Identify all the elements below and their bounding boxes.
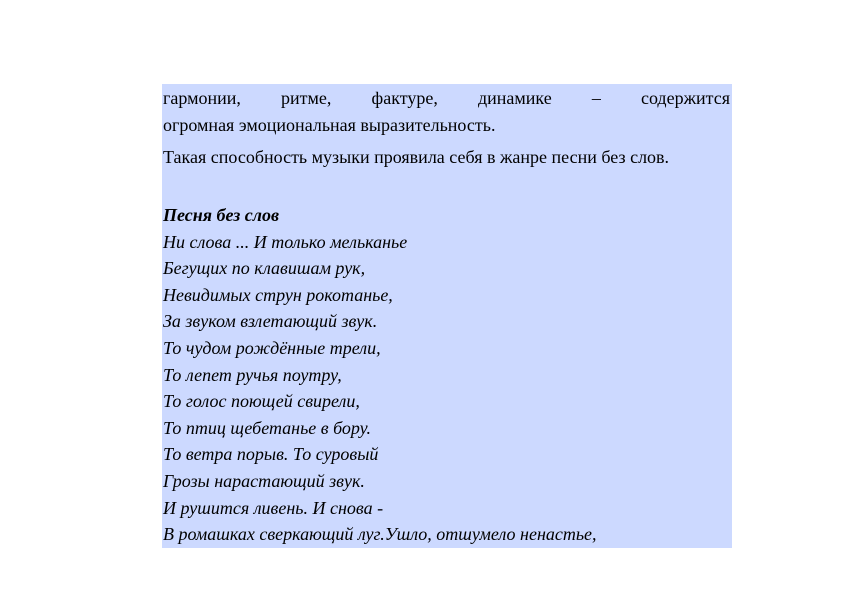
poem-line: То птиц щебетанье в бору. <box>163 417 372 438</box>
poem <box>163 202 730 548</box>
paragraph-harmony-line-1: гармонии, ритме, фактуре, динамике – содержится <box>163 88 730 108</box>
poem-line: То голос поющей свирели, <box>163 391 360 412</box>
poem-line: И рушится ливень. И снова - <box>163 497 384 518</box>
poem-line: Бегущих по клавишам рук, <box>163 258 366 279</box>
poem-line: В ромашках сверкающий луг.Ушло, отшумело ненастье, <box>163 524 597 545</box>
poem-line: То лепет ручья поутру, <box>163 364 342 385</box>
paragraph-harmony-line-2: огромная эмоциональная выразительность. <box>163 115 496 135</box>
highlighted-text-block <box>162 84 732 548</box>
paragraph-songs-without-words: Такая способность музыки проявила себя в жанре песни без слов. <box>163 147 670 167</box>
poem-line: То чудом рождённые трели, <box>163 337 381 358</box>
poem-line: То ветра порыв. То суровый <box>163 444 379 465</box>
poem-line: Невидимых струн рокотанье, <box>163 284 393 305</box>
paragraph-harmony <box>163 85 730 139</box>
poem-title: Песня без слов <box>163 205 280 225</box>
poem-line: Ни слова ... И только мельканье <box>163 231 408 252</box>
poem-line: Грозы нарастающий звук. <box>163 470 365 491</box>
poem-line: За звуком взлетающий звук. <box>163 311 378 332</box>
